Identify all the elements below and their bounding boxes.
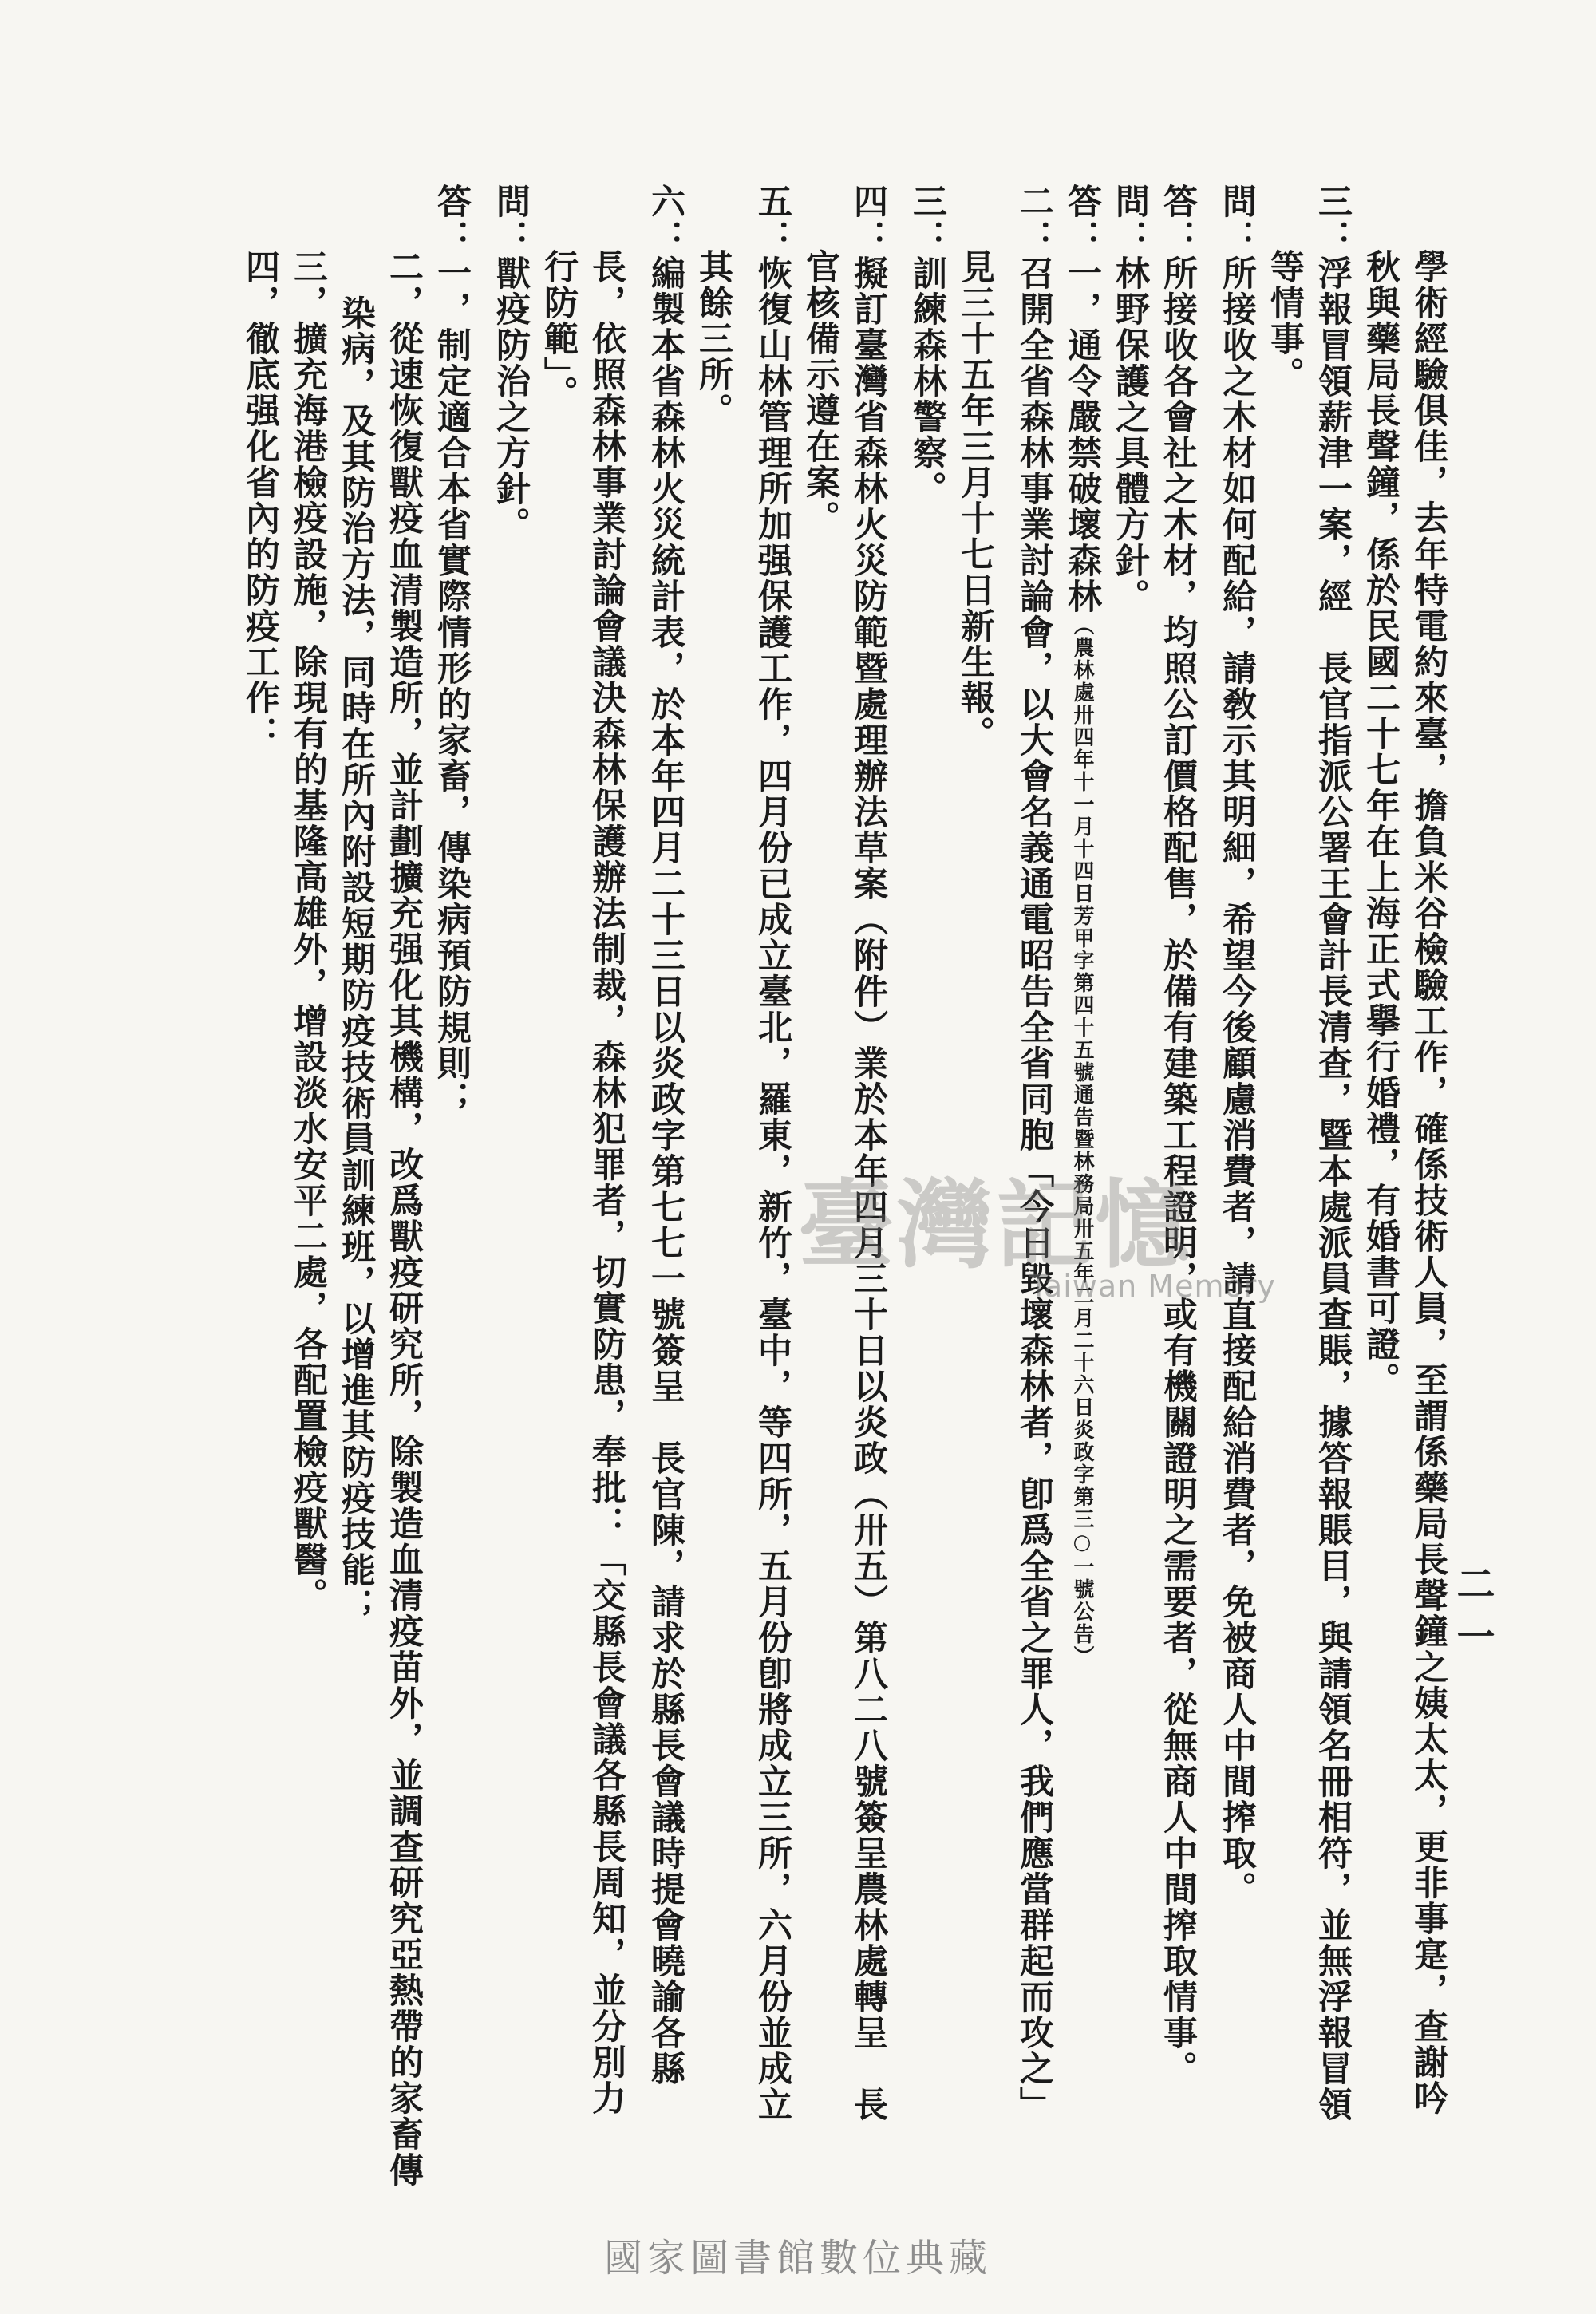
text-column-8-main: 答：一，通令嚴禁破壞森林 (1062, 184, 1102, 614)
text-column-11: 三：訓練森林警察。 (907, 184, 947, 507)
text-column-22: 染病，及其防治方法，同時在所內附設短期防疫技術員訓練班，以增進其防疫技能； (336, 295, 376, 1624)
text-column-15: 其餘三所。 (693, 249, 733, 428)
text-column-17: 長，依照森林事業討論會議決森林保護辦法制裁，森林犯罪者，切實防患，奉批：「交縣長會議各縣長周知，並分別力 (587, 249, 626, 2116)
text-column-14: 五：恢復山林管理所加强保護工作，四月份已成立臺北，羅東，新竹，臺中，等四所，五月份卽將成立三所，六月份並成立 (753, 184, 792, 2122)
text-column-4: 等情事。 (1265, 249, 1305, 393)
text-column-24: 四，徹底强化省內的防疫工作： (240, 249, 280, 752)
watermark-chinese: 臺灣記憶 (798, 1169, 1194, 1281)
text-column-18: 行防範」。 (539, 249, 579, 412)
text-column-12: 四：擬訂臺灣省森林火災防範暨處理辦法草案（附件）業於本年四月三十日以炎政（卅五）第八二八號簽呈農林處轉呈 長 (848, 184, 888, 2122)
text-column-1: 學術經驗俱佳，去年特電約來臺，擔負米谷檢驗工作，確係技術人員，至謂係藥局長聲鐘之姨太太，更非事寔，查謝吟 (1408, 249, 1448, 2116)
text-column-6: 答：所接收各會社之木材，均照公訂價格配售，於備有建築工程證明，或有機關證明之需要者，從無商人中間搾取情事。 (1158, 184, 1198, 2087)
text-column-23: 三，擴充海港檢疫設施，除現有的基隆高雄外，增設淡水安平二處，各配置檢疫獸醫。 (288, 249, 328, 1613)
text-column-13: 官核備示遵在案。 (800, 249, 840, 536)
text-column-21: 二，從速恢復獸疫血清製造所，並計劃擴充强化其機構，改爲獸疫研究所，除製造血清疫苗外，並調查研究亞熱帶的家畜傳 (384, 249, 424, 2188)
text-column-2: 秋與藥局長聲鐘，係於民國二十七年在上海正式擧行婚禮，有婚書可證。 (1361, 249, 1400, 1398)
text-column-20: 答：一，制定適合本省實際情形的家畜，傳染病預防規則； (432, 184, 472, 1117)
text-column-8 (1058, 184, 1106, 2162)
footer-caption: 國家圖書館數位典藏 (603, 2236, 992, 2280)
text-column-9: 二：召開全省森林事業討論會，以大會名義通電昭告全省同胞「今日毀壞森林者，卽爲全省之罪人，我們應當群起而攻之」 (1014, 184, 1054, 2122)
text-column-8-note: （農林處卅四年十一月十四日芳甲字第四十五號通告暨林務局卅五年二月二十六日炎政字第三○一號公告） (1070, 614, 1094, 1668)
text-column-10: 見三十五年三月十七日新生報。 (955, 249, 995, 752)
page-number: 二一 (1450, 1564, 1495, 1669)
text-column-7: 問：林野保護之具體方針。 (1110, 184, 1150, 614)
watermark-english: Taiwan Memory (1029, 1269, 1276, 1304)
text-column-5: 問：所接收之木材如何配給，請敎示其明細，希望今後顧慮消費者，請直接配給消費者，免被商人中間搾取。 (1217, 184, 1257, 1907)
text-column-19: 問：獸疫防治之方針。 (491, 184, 531, 543)
text-column-3: 三：浮報冒領薪津一案，經 長官指派公署王會計長清查，暨本處派員查賬，據答報賬目，與請領名冊相符，並無浮報冒領 (1313, 184, 1353, 2122)
vertical-text-body (236, 184, 1452, 2188)
text-column-16: 六：編製本省森林火災統計表，於本年四月二十三日以炎政字第七七一號簽呈 長官陳，請求於縣長會議時提會曉諭各縣 (646, 184, 685, 2087)
